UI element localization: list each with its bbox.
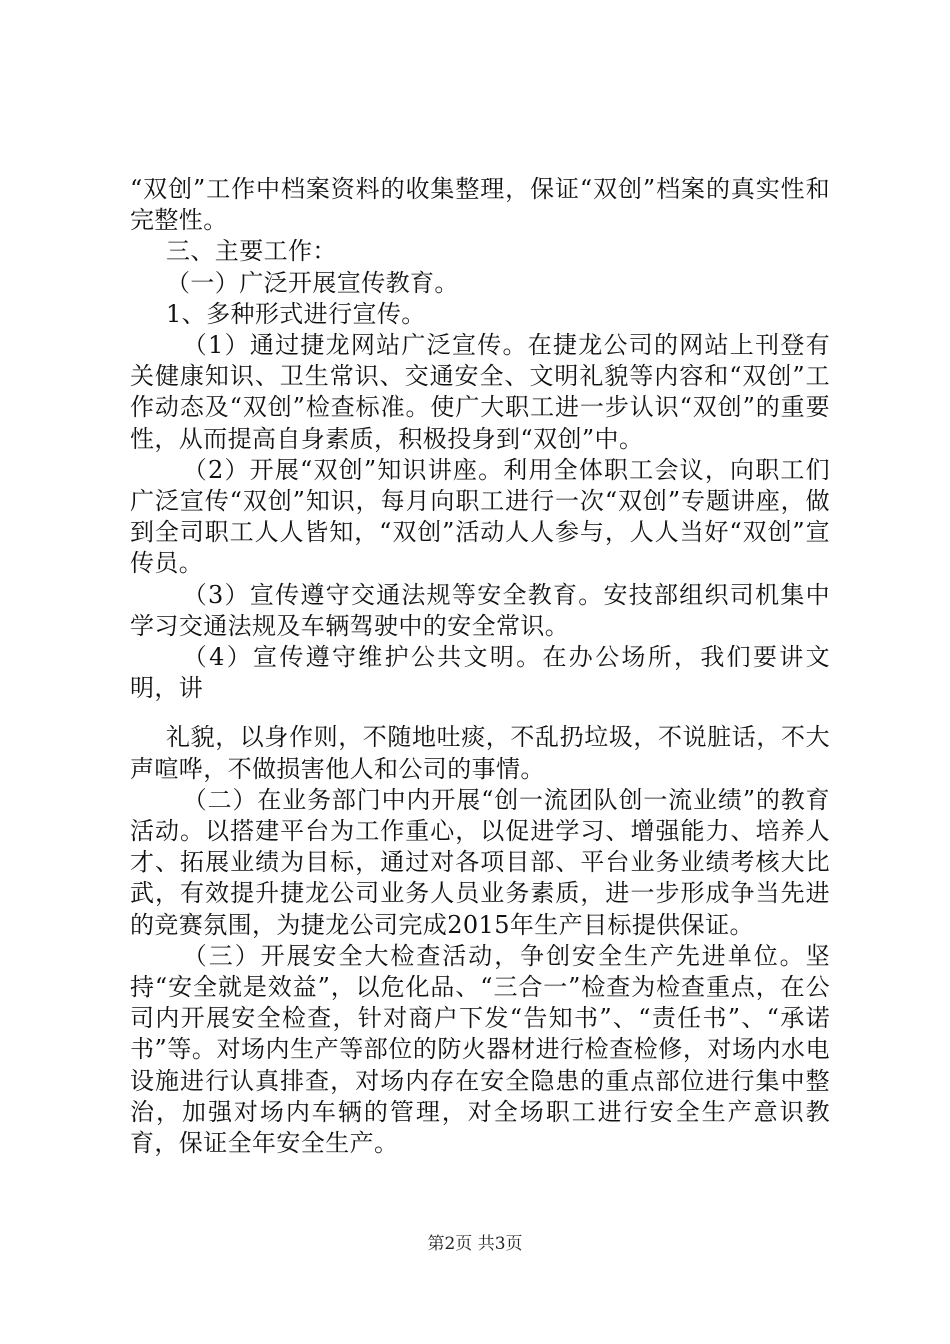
paragraph-website-publicity: （1）通过捷龙网站广泛宣传。在捷龙公司的网站上刊登有关健康知识、卫生常识、交通安全、文明礼貌等内容和“双创”工作动态及“双创”检查标准。使广大职工进一步认识“双创”的重要性，从而提高自身素质，积极投身到“双创”中。 bbox=[130, 331, 830, 453]
heading-main-work: 三、主要工作： bbox=[166, 237, 337, 266]
heading-publicity-education: （一）广泛开展宣传教育。 bbox=[166, 268, 459, 297]
paragraph-knowledge-lecture: （2）开展“双创”知识讲座。利用全体职工会议，向职工们广泛宣传“双创”知识，每月向职工进行一次“双创”专题讲座，做到全司职工人人皆知，“双创”活动人人参与，人人当好“双创”宣传员。 bbox=[130, 455, 830, 578]
paragraph-first-class-team: （二）在业务部门中内开展“创一流团队创一流业绩”的教育活动。以搭建平台为工作重心，以促进学习、增强能力、培养人才、拓展业绩为目标，通过对各项目部、平台业务业绩考核大比武，有效提升捷龙公司业务人员业务素质，进一步形成争当先进的竞赛氛围，为捷龙公司完成2015年生产目标提供保证。 bbox=[130, 785, 830, 939]
paragraph-safety-inspection: （三）开展安全大检查活动，争创安全生产先进单位。坚持“安全就是效益”，以危化品、“三合一”检查为检查重点，在公司内开展安全检查，针对商户下发“告知书”、“责任书”、“承诺书”等。对场内生产等部位的防火器材进行检查检修，对场内水电设施进行认真排查，对场内存在安全隐患的重点部位进行集中整治，加强对场内车辆的管理，对全场职工进行安全生产意识教育，保证全年安全生产。 bbox=[130, 941, 830, 1158]
paragraph-civility-continued: 礼貌，以身作则，不随地吐痰，不乱扔垃圾，不说脏话，不大声喧哗，不做损害他人和公司的事情。 bbox=[130, 723, 830, 783]
paragraph-archive-collection: “双创”工作中档案资料的收集整理，保证“双创”档案的真实性和完整性。 bbox=[130, 175, 830, 235]
heading-multiple-forms: 1、多种形式进行宣传。 bbox=[166, 299, 426, 328]
page-number-footer: 第2页 共3页 bbox=[427, 1234, 523, 1254]
paragraph-traffic-safety: （3）宣传遵守交通法规等安全教育。安技部组织司机集中学习交通法规及车辆驾驶中的安全常识。 bbox=[130, 580, 830, 640]
document-body bbox=[130, 174, 830, 1159]
paragraph-public-civility: （4）宣传遵守维护公共文明。在办公场所，我们要讲文明，讲 bbox=[130, 643, 830, 703]
